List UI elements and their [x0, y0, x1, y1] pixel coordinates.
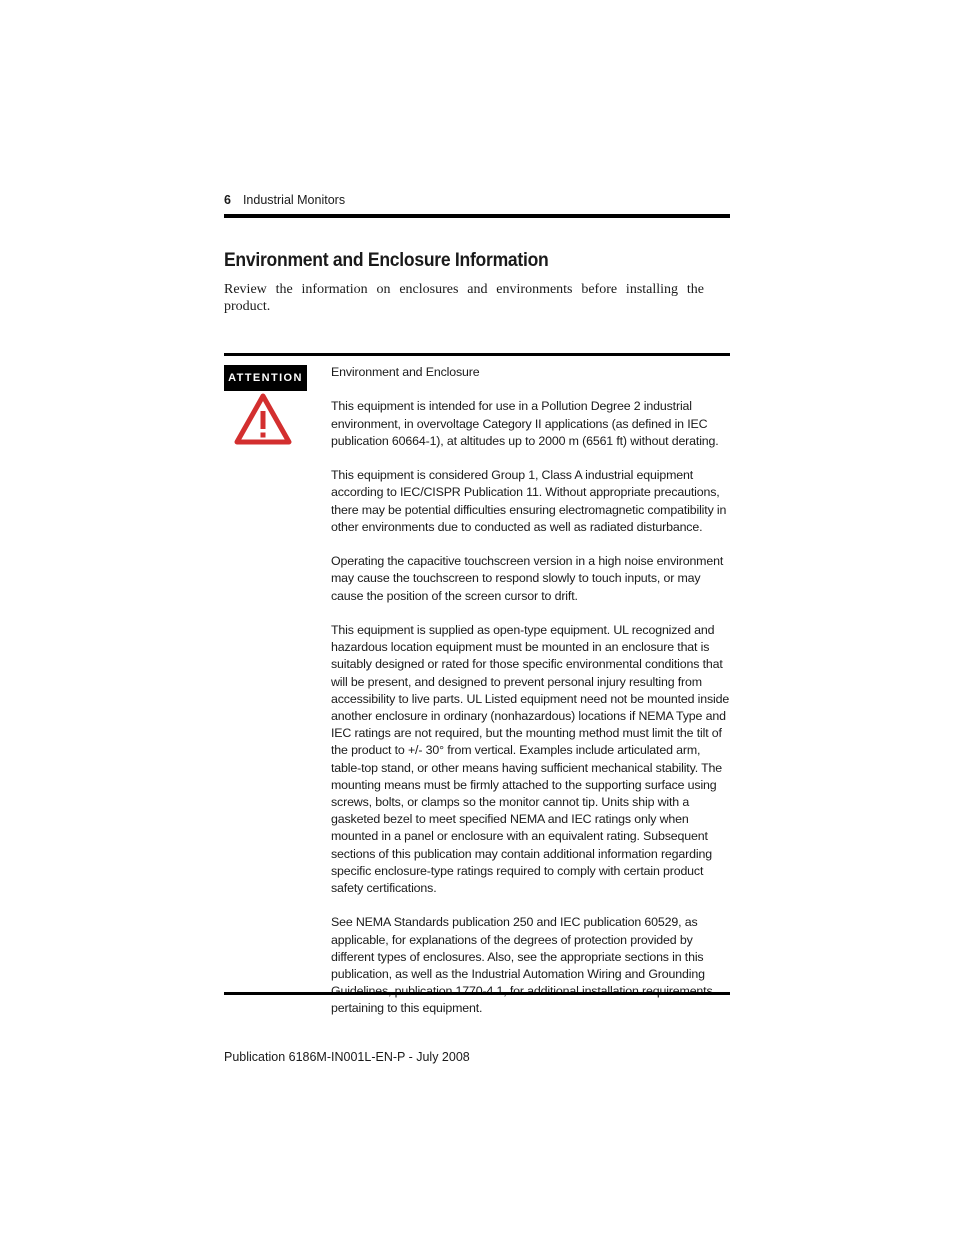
attention-bottom-rule	[224, 992, 730, 995]
attention-badge: ATTENTION	[224, 365, 307, 391]
page-header	[224, 191, 730, 209]
page-number: 6	[224, 193, 231, 207]
attention-paragraph: See NEMA Standards publication 250 and IEC publication 60529, as applicable, for explanations of the degrees of protection provided by different types of enclosures. Also, see the appropriate sections in this publication, as well as the Industrial Automation Wiring and Grounding pertaining to this equipment.	[331, 915, 705, 1016]
attention-paragraph: Operating the capacitive touchscreen version in a high noise environment may cause the touchscreen to respond slowly to touch inputs, or may cause the position of the screen cursor to drift.	[331, 554, 724, 603]
warning-triangle-icon	[234, 393, 292, 445]
intro-paragraph: Review the information on enclosures and environments before installing the product.	[224, 282, 704, 314]
attention-paragraph: This equipment is supplied as open-type equipment. UL recognized and hazardous location equipment must be mounted in an enclosure that is suitably designed or rated for those specific environmental conditions that will be present, and designed to prevent personal injury resulting from accessibility to live parts. UL Listed equipment need not be mounted inside another enclosure in ordinary (nonhazardous) locations if NEMA Type and IEC ratings are not required, but the mounting method must limit the tilt of the product to +/- 30° from vertical. Examples include articulated arm, table-top stand, or other means having sufficient mechanical stability. The mounting means must be firmly attached to the supporting surface using screws, bolts, or clamps so the monitor cannot tip. Units ship with a gasketed bezel to meet specified NEMA and IEC ratings only when mounted in a panel or enclosure with an equivalent rating. Subsequent sections of this publication may contain additional information regarding specific enclosure-type ratings required to comply with certain product safety certifications.	[331, 622, 730, 896]
header-rule	[224, 214, 730, 218]
attention-paragraph: This equipment is intended for use in a Pollution Degree 2 industrial environment, in overvoltage Category II applications (as defined in IEC publication 60664-1), at altitudes up to 2000 m (6561 ft) without derating.	[331, 399, 719, 448]
section-title: Environment and Enclosure Information	[224, 249, 549, 271]
attention-body	[331, 364, 731, 1035]
running-title: Industrial Monitors	[242, 193, 346, 207]
attention-top-rule	[224, 353, 730, 356]
attention-heading: Environment and Enclosure	[331, 365, 480, 379]
attention-paragraph: This equipment is considered Group 1, Class A industrial equipment according to IEC/CISPR Publication 11. Without appropriate precautions, there may be potential difficulties ensuring electromagnetic compatibility in other environments due to conducted as well as radiated disturbance.	[331, 468, 727, 534]
publication-footer: Publication 6186M-IN001L-EN-P - July 2008	[224, 1050, 470, 1064]
